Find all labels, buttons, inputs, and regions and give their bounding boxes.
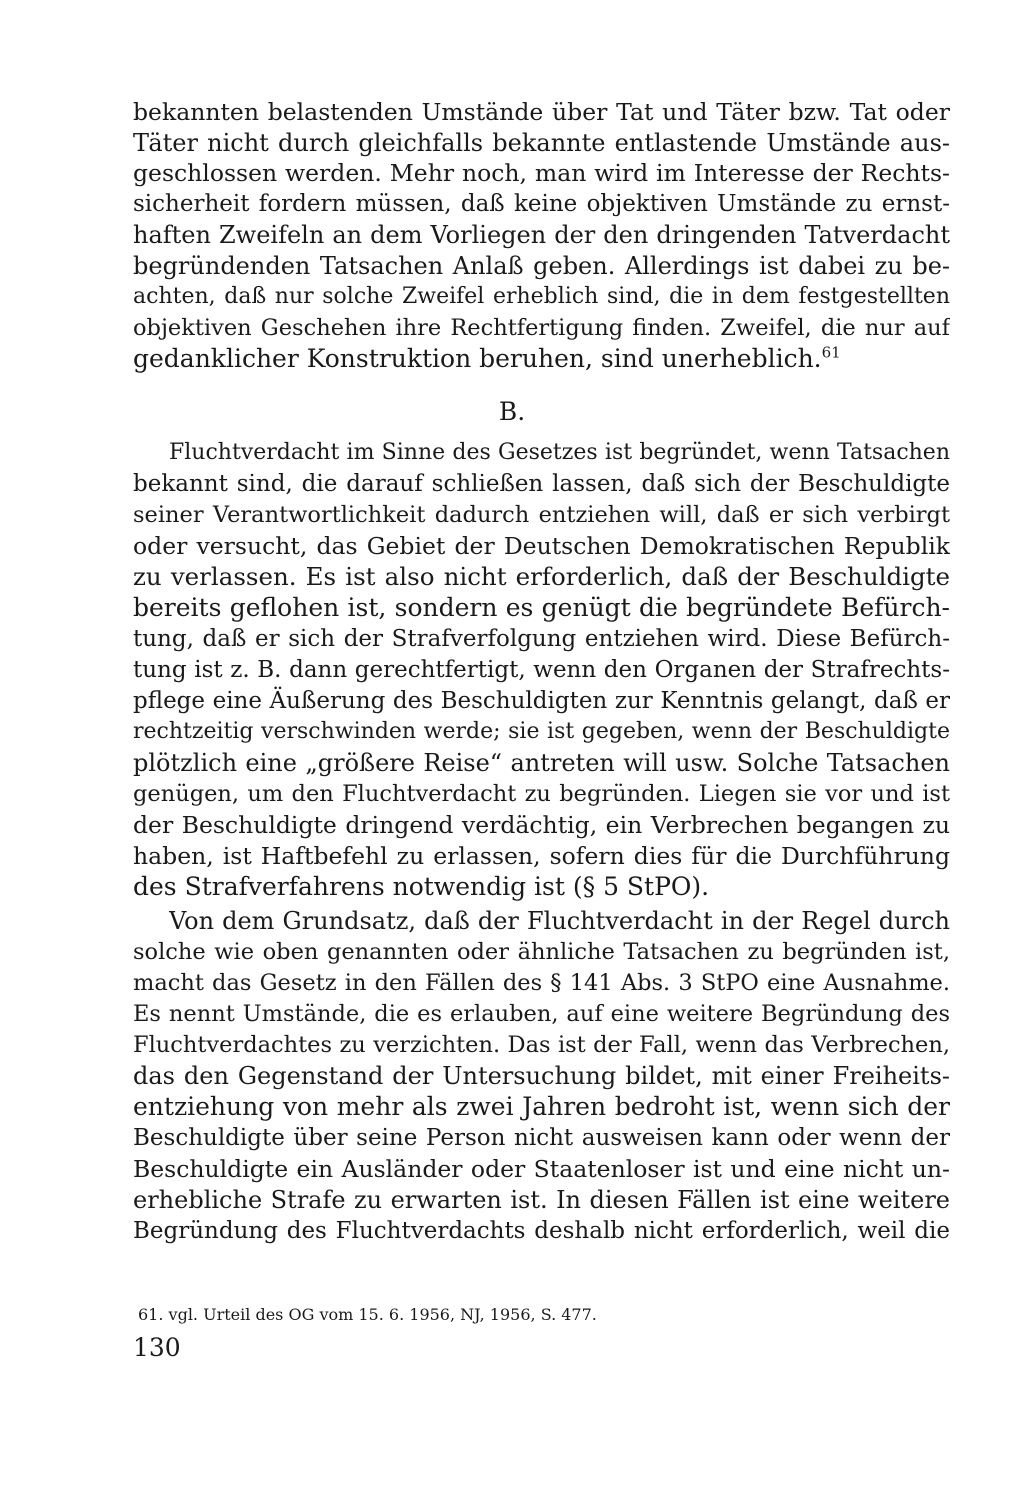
section-heading: B.	[498, 397, 526, 426]
paragraph-b-line: oder versucht, das Gebiet der Deutschen Demokratischen Republik	[133, 532, 950, 560]
paragraph-b-line: rechtzeitig verschwinden werde; sie ist gegeben, wenn der Beschuldigte	[133, 719, 950, 744]
paragraph-a-line: haften Zweifeln an dem Vorliegen der den dringenden Tatverdacht	[133, 221, 950, 249]
paragraph-b-line: bekannt sind, die darauf schließen lassen, daß sich der Beschuldigte	[133, 471, 950, 497]
paragraph-c-line: entziehung von mehr als zwei Jahren bedroht ist, wenn sich der	[133, 1092, 950, 1121]
paragraph-c-line: Fluchtverdachtes zu verzichten. Das ist der Fall, wenn das Verbrechen,	[133, 1032, 950, 1058]
paragraph-c-line: Begründung des Fluchtverdachts deshalb nicht erforderlich, weil die	[133, 1218, 950, 1244]
paragraph-b-line: zu verlassen. Es ist also nicht erforderlich, daß der Beschuldigte	[133, 562, 950, 591]
paragraph-c-line: solche wie oben genannten oder ähnliche Tatsachen zu begründen ist,	[133, 939, 950, 965]
paragraph-c-line: das den Gegenstand der Untersuchung bildet, mit einer Freiheits-	[133, 1062, 950, 1090]
paragraph-b-line: haben, ist Haftbefehl zu erlassen, sofern dies für die Durchführung	[133, 842, 950, 870]
paragraph-a-last-line	[133, 344, 950, 374]
paragraph-b-line: seiner Verantwortlichkeit dadurch entziehen will, daß er sich verbirgt	[133, 502, 950, 528]
page-number: 130	[133, 1333, 181, 1362]
paragraph-b-line: tung ist z. B. dann gerechtfertigt, wenn den Organen der Strafrechts-	[133, 657, 950, 683]
paragraph-c-line: Es nennt Umstände, die es erlauben, auf eine weitere Begründung des	[133, 1001, 950, 1027]
paragraph-c-line: Beschuldigte ein Ausländer oder Staatenloser ist und eine nicht un-	[133, 1155, 950, 1183]
paragraph-b-line: genügen, um den Fluchtverdacht zu begründen. Liegen sie vor und ist	[133, 781, 950, 807]
paragraph-b-line: bereits geflohen ist, sondern es genügt die begründete Befürch-	[133, 593, 950, 622]
paragraph-b-line: pflege eine Äußerung des Beschuldigten zur Kenntnis gelangt, daß er	[133, 688, 950, 714]
paragraph-a-line: Täter nicht durch gleichfalls bekannte entlastende Umstände aus-	[133, 129, 950, 157]
paragraph-b-line: Fluchtverdacht im Sinne des Gesetzes ist begründet, wenn Tatsachen	[169, 440, 950, 465]
paragraph-c-line: Beschuldigte über seine Person nicht ausweisen kann oder wenn der	[133, 1125, 950, 1151]
paragraph-b-line: tung, daß er sich der Strafverfolgung entziehen wird. Diese Befürch-	[133, 626, 950, 652]
footnote-reference: 61	[821, 344, 841, 362]
paragraph-a-line: geschlossen werden. Mehr noch, man wird im Interesse der Rechts-	[133, 159, 950, 187]
paragraph-b-line: der Beschuldigte dringend verdächtig, ein Verbrechen begangen zu	[133, 811, 950, 839]
footnote: 61. vgl. Urteil des OG vom 15. 6. 1956, NJ, 1956, S. 477.	[138, 1305, 597, 1324]
paragraph-c-line: macht das Gesetz in den Fällen des § 141 Abs. 3 StPO eine Ausnahme.	[133, 970, 950, 996]
paragraph-a-line: objektiven Geschehen ihre Rechtfertigung finden. Zweifel, die nur auf	[133, 315, 950, 341]
paragraph-b-line: plötzlich eine „größere Reise“ antreten will usw. Solche Tatsachen	[133, 749, 950, 777]
paragraph-a-line: begründenden Tatsachen Anlaß geben. Allerdings ist dabei zu be-	[133, 252, 950, 280]
paragraph-a-line-text: gedanklicher Konstruktion beruhen, sind unerheblich.	[133, 344, 822, 373]
paragraph-a-line: sicherheit fordern müssen, daß keine objektiven Umstände zu ernst-	[133, 191, 950, 217]
paragraph-c-line: erhebliche Strafe zu erwarten ist. In diesen Fällen ist eine weitere	[133, 1186, 950, 1214]
paragraph-a-line: achten, daß nur solche Zweifel erheblich sind, die in dem festgestellten	[133, 284, 950, 309]
paragraph-c-line: Von dem Grundsatz, daß der Fluchtverdacht in der Regel durch	[169, 907, 950, 935]
paragraph-b-line: des Strafverfahrens notwendig ist (§ 5 StPO).	[133, 872, 710, 901]
paragraph-a-line: bekannten belastenden Umstände über Tat und Täter bzw. Tat oder	[133, 98, 950, 126]
